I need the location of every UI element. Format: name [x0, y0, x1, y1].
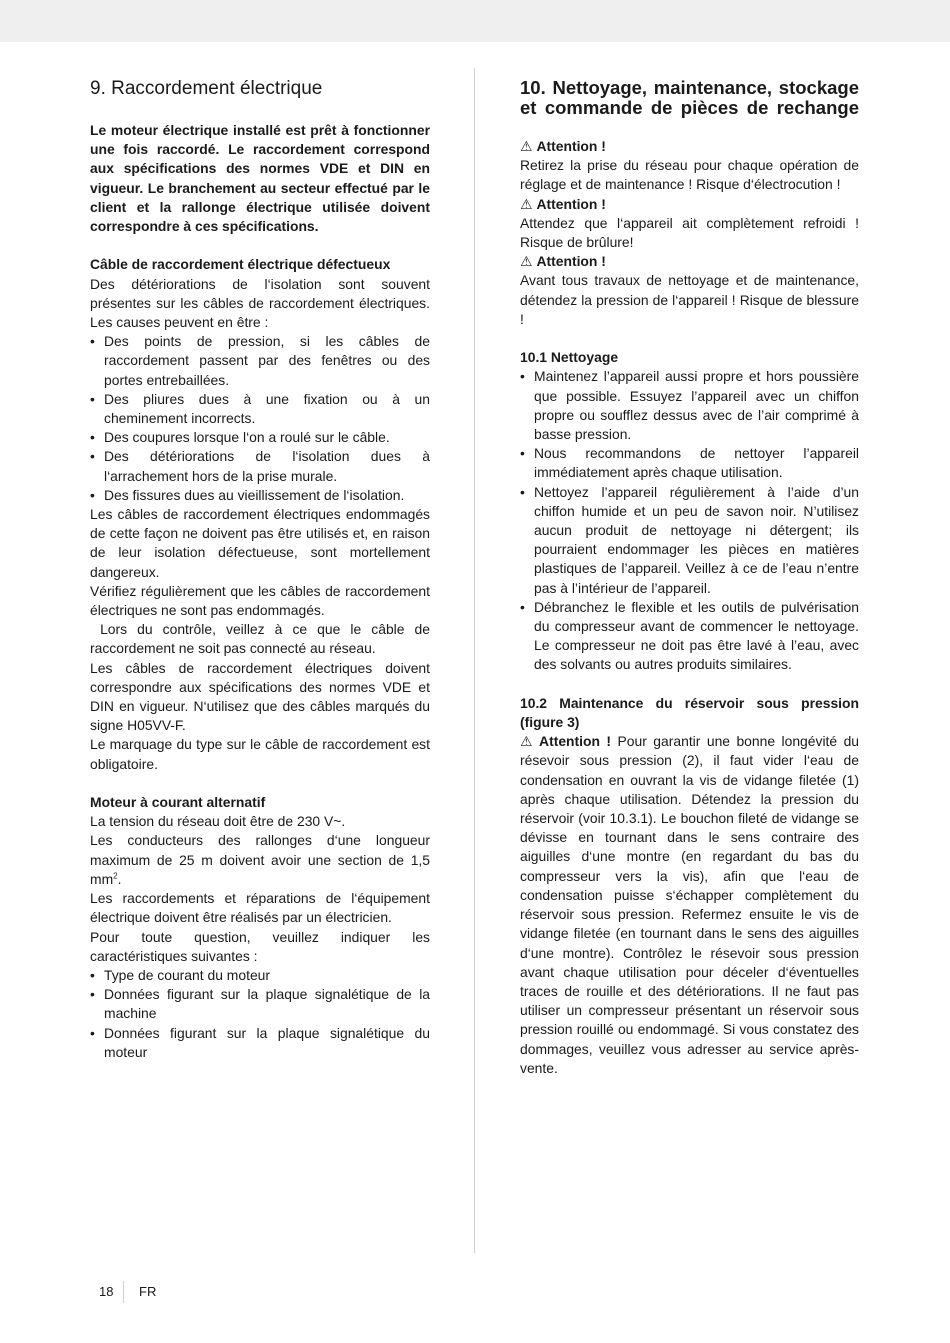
list-item: • Des pliures dues à une fixation ou à un cheminement incorrects. [90, 390, 430, 428]
cable-paragraph-2: Les câbles de raccordement électriques endommagés de cette façon ne doivent pas être utilisés et, en raison de leur isolation défectueuse, sont mortellement dangereux. [90, 506, 430, 580]
cleaning-list [520, 367, 859, 674]
warning-triangle-icon: ⚠ [520, 138, 533, 154]
warning-1-text: Retirez la prise du réseau pour chaque opération de réglage et de maintenance ! Risque d‘électrocution ! [520, 157, 859, 193]
list-item: • Données figurant sur la plaque signalétique du moteur [90, 1024, 430, 1062]
motor-paragraph-4: Pour toute question, veuillez indiquer les caractéristiques suivantes : [90, 928, 430, 964]
warning-triangle-icon: ⚠ [520, 253, 533, 270]
section-9-title: 9. Raccordement électrique [90, 78, 323, 99]
cable-causes-list [90, 332, 430, 505]
section-9-intro: Le moteur électrique installé est prêt à fonctionner une fois raccordé. Le raccordement correspond aux spécifications des normes VDE et DIN en vigueur. Le branchement au secteur effectué par le client et la rallonge électrique utilisée doivent correspondre à ces spécifications. [90, 122, 430, 235]
motor-characteristics-list [90, 966, 430, 1062]
cable-paragraph-6: Le marquage du type sur le câble de raccordement est obligatoire. [90, 736, 430, 772]
cable-paragraph-4: Lors du contrôle, veillez à ce que le câble de raccordement ne soit pas connecté au réseau. [90, 621, 434, 657]
warning-3-label: ⚠ Attention ! [520, 253, 606, 270]
section-10-title: 10. Nettoyage, maintenance, stockage et commande de pièces de rechange [520, 77, 859, 118]
language-code: FR [139, 1284, 157, 1299]
list-item: • Données figurant sur la plaque signalétique de la machine [90, 985, 430, 1023]
motor-paragraph-1: La tension du réseau doit être de 230 V~. [90, 813, 346, 830]
column-divider [474, 68, 475, 1253]
tank-heading: 10.2 Maintenance du réservoir sous pression (figure 3) [520, 694, 859, 731]
warning-2-text: Attendez que l‘appareil ait complètement refroidi ! Risque de brûlure! [520, 214, 859, 251]
list-item: • Type de courant du moteur [90, 966, 430, 985]
cable-paragraph-5: Les câbles de raccordement électriques doivent correspondre aux spécifications des normes VDE et DIN en vigueur. N‘utilisez que des câbles marqués du signe H05VV-F. [90, 659, 430, 734]
cleaning-heading: 10.1 Nettoyage [520, 349, 619, 366]
cable-heading: Câble de raccordement électrique défectueux [90, 256, 391, 273]
list-item: • Maintenez l’appareil aussi propre et hors poussière que possible. Essuyez l’appareil avec un chiffon propre ou soufflez dessus avec de l’air comprimé à basse pression. [520, 367, 859, 444]
left-column [90, 78, 434, 1062]
list-item: • Débranchez le flexible et les outils de pulvérisation du compresseur avant de commencer le nettoyage. Le compresseur ne doit pas être lavé à l’eau, avec des solvants ou autres produits similaires. [520, 598, 859, 675]
top-band [0, 0, 950, 42]
list-item: • Des coupures lorsque l‘on a roulé sur le câble. [90, 428, 430, 447]
cable-paragraph-1: Des détériorations de l‘isolation sont souvent présentes sur les câbles de raccordement électriques. Les causes peuvent en être : [90, 275, 430, 331]
warning-3-text: Avant tous travaux de nettoyage et de maintenance, détendez la pression de l‘appareil ! Risque de blessure ! [520, 272, 859, 327]
tank-paragraph: ⚠ Attention ! Pour garantir une bonne longévité du résevoir sous pression (2), il faut vider l‘eau de condensation en ouvrant la vis de vidange filetée (1) après chaque utilisation. Détendez la pression du réservoir (voir 10.3.1). Le bouchon fileté de vidange se dévisse en tournant dans le sens contraire des aiguilles d‘une montre (en regardant du bas du compresseur vers la vis), afin que l‘eau de condensation puisse s‘échapper complètement du réservoir sous pression. Refermez ensuite le vis de vidange filetée (en tournant dans le sens des aiguilles d‘une montre). Contrôlez le résevoir sous pression avant chaque utilisation pour déceler d‘éventuelles traces de rouille et des détériorations. Il ne faut pas utiliser un compresseur présentant un réservoir sous pression rouillé ou endommagé. Si vous constatez des dommages, veuillez vous adresser au service après-vente. [520, 733, 860, 1076]
list-item: • Nettoyez l’appareil régulièrement à l’aide d’un chiffon humide et un peu de savon noir. N’utilisez aucun produit de nettoyage ni détergent; ils pourraient endommager les pièces en matières plastiques de l’appareil. Veillez à ce de l’eau n’entre pas à l’intérieur de l’appareil. [520, 483, 859, 598]
page-number: 18 [99, 1284, 114, 1299]
motor-paragraph-2: Les conducteurs des rallonges d‘une longueur maximum de 25 m doivent avoir une section de 1,5 $mm^2$. [90, 832, 430, 887]
list-item: • Des fissures dues au vieillissement de l‘isolation. [90, 486, 430, 505]
list-item: • Nous recommandons de nettoyer l’appareil immédiatement après chaque utilisation. [520, 444, 859, 482]
cable-paragraph-3: Vérifiez régulièrement que les câbles de raccordement électriques ne sont pas endommagés. [90, 582, 430, 619]
warning-triangle-icon: ⚠ [520, 195, 533, 212]
list-item: • Des détériorations de l‘isolation dues à l‘arrachement hors de la prise murale. [90, 447, 430, 485]
motor-heading: Moteur à courant alternatif [90, 794, 266, 811]
warning-2-label: ⚠ Attention ! [520, 195, 606, 212]
motor-paragraph-3: Les raccordements et réparations de l‘équipement électrique doivent être réalisés par un électricien. [90, 890, 430, 926]
page-footer [99, 1283, 157, 1301]
warning-triangle-icon: ⚠ [520, 733, 536, 750]
warning-1-label: ⚠ Attention ! [520, 138, 606, 154]
list-item: • Des points de pression, si les câbles de raccordement passent par des fenêtres ou des portes entrebaillées. [90, 332, 430, 390]
right-column [520, 78, 859, 1078]
footer-separator [123, 1281, 124, 1303]
